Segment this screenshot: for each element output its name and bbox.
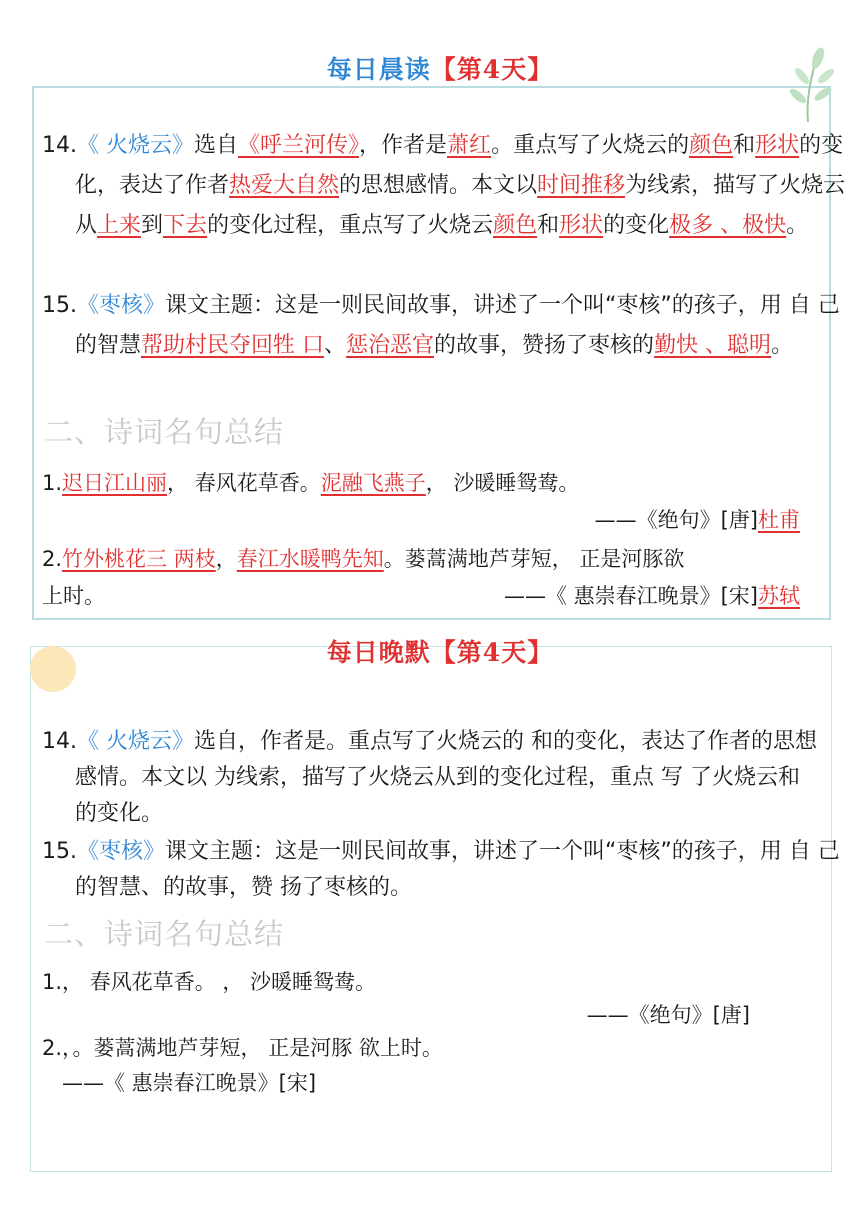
morning-poem-2-end: 上时。 [42,584,105,608]
evening-poem-2-attribution: ——《 惠崇春江晚景》[宋] [62,1071,317,1095]
evening-poem-1-attribution: ——《绝句》[唐] [586,1003,750,1027]
morning-title: 每日晨读【第4天】 [326,55,554,84]
morning-poem-1: 1.迟日江山丽， 春风花草香。泥融飞燕子， 沙暖睡鸳鸯。 [42,471,580,495]
morning-poem-1-attribution: ——《绝句》[唐]杜甫 [594,508,800,532]
morning-poem-2-attribution: ——《 惠崇春江晚景》[宋]苏轼 [503,584,800,608]
morning-item-15: 15.《枣核》课文主题：这是一则民间故事，讲述了一个叫“枣核”的孩子，用 自 己的智慧帮助村民夺回牲 口、惩治恶官的故事，赞扬了枣核的勤快 、聪明。 [42,293,840,358]
evening-poem-2: 2.，。蒌蒿满地芦芽短， 正是河豚 欲上时。 [42,1036,443,1060]
evening-item-15: 15.《枣核》课文主题：这是一则民间故事，讲述了一个叫“枣核”的孩子，用 自 己的智慧、的故事，赞 扬了枣核的。 [42,839,840,900]
evening-title: 每日晚默【第4天】 [326,638,554,667]
evening-poem-1: 1.， 春风花草香。 ， 沙暖睡鸳鸯。 [42,970,377,994]
morning-section-heading: 二、诗词名句总结 [44,415,285,449]
morning-poem-2: 2.竹外桃花三 两枝，春江水暖鸭先知。蒌蒿满地芦芽短， 正是河豚欲 [42,547,685,571]
evening-section-heading: 二、诗词名句总结 [44,917,285,951]
evening-item-14: 14.《 火烧云》选自，作者是。重点写了火烧云的 和的变化，表达了作者的思想感情。本文以 为线索，描写了火烧云从到的变化过程，重点 写 了火烧云和的变化。 [42,729,817,826]
morning-item-14: 14.《 火烧云》选自《呼兰河传》，作者是萧红。重点写了火烧云的颜色和形状的变化，表达了作者热爱大自然的思想感情。本文以时间推移为线索，描写了火烧云从上来到下去的变化过程，重点写了火烧云颜色和形状的变化极多 、极快。 [42,133,846,238]
